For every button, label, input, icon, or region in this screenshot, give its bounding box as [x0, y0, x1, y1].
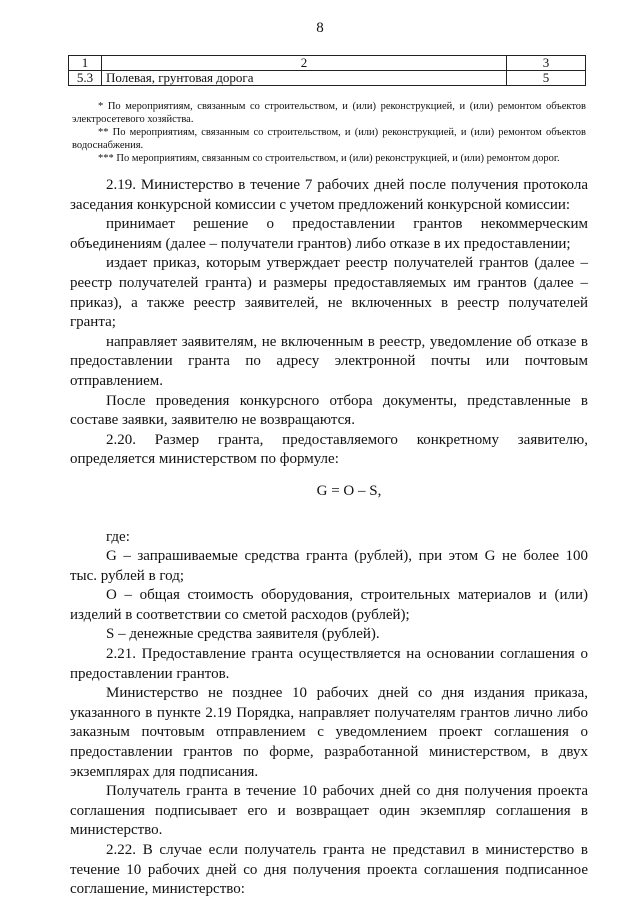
document-body: [70, 176, 588, 900]
paragraph: где:: [106, 528, 130, 545]
table-header-cell: 3: [507, 56, 586, 71]
footnote: *** По мероприятиям, связанным со строительством, и (или) реконструкцией, и (или) ремонтом дорог.: [98, 153, 560, 164]
paragraph: принимает решение о предоставлении грантов некоммерческим объединениям (далее – получатели грантов) либо отказе в их предоставлении;: [70, 216, 588, 252]
paragraph: 2.20. Размер гранта, предоставляемого конкретному заявителю, определяется министерством по формуле:: [70, 431, 588, 468]
table-header-cell: 2: [102, 56, 507, 71]
table-cell-name: Полевая, грунтовая дорога: [102, 71, 507, 86]
definition-s: S – денежные средства заявителя (рублей).: [106, 626, 380, 643]
criteria-table: [68, 55, 586, 86]
footnote: ** По мероприятиям, связанным со строительством, и (или) реконструкцией, и (или) ремонтом объектов водоснабжения.: [72, 127, 586, 151]
footnote: * По мероприятиям, связанным со строительством, и (или) реконструкцией, и (или) ремонтом объектов электросетевого хозяйства.: [72, 101, 586, 125]
table-cell-score: 5: [507, 71, 586, 86]
paragraph: 2.21. Предоставление гранта осуществляется на основании соглашения о предоставлении грантов.: [70, 646, 588, 682]
definition-g: G – запрашиваемые средства гранта (рублей), при этом G не более 100 тыс. рублей в год;: [70, 548, 588, 584]
paragraph: издает приказ, которым утверждает реестр получателей грантов (далее – реестр получателей гранта) и размеры предоставляемых им грантов (далее – приказ), а также реестр заявителей, не включенных в реестр получателей гранта;: [70, 255, 588, 331]
paragraph: 2.19. Министерство в течение 7 рабочих дней после получения протокола заседания конкурсной комиссии с учетом предложений конкурсной комиссии:: [70, 177, 588, 213]
table-cell-number: 5.3: [69, 71, 102, 86]
definition-o: O – общая стоимость оборудования, строительных материалов и (или) изделий в соответствии со сметой расходов (рублей);: [70, 587, 588, 623]
page-number: 8: [316, 20, 324, 36]
formula: G = O – S,: [316, 482, 382, 499]
paragraph: Министерство не позднее 10 рабочих дней со дня издания приказа, указанного в пункте 2.19 Порядка, направляет получателям грантов лично либо заказным почтовым отправлением с уведомлением проект соглашения о предоставлении грантов по форме, разработанной министерством, в двух экземплярах для подписания.: [70, 685, 588, 780]
paragraph: 2.22. В случае если получатель гранта не представил в министерство в течение 10 рабочих дней со дня получения проекта соглашения подписанное соглашение, министерство:: [70, 842, 588, 898]
table-header-row: [69, 56, 586, 71]
table-header-cell: 1: [69, 56, 102, 71]
table-row: [69, 71, 586, 86]
paragraph: направляет заявителям, не включенным в реестр, уведомление об отказе в предоставлении гранта по адресу электронной почты или почтовым отправлением.: [70, 333, 588, 389]
paragraph: Получатель гранта в течение 10 рабочих дней со дня получения проекта соглашения подписывает его и возвращает один экземпляр соглашения в министерство.: [70, 783, 588, 839]
footnotes: [72, 101, 586, 167]
paragraph: После проведения конкурсного отбора документы, представленные в составе заявки, заявителю не возвращаются.: [70, 392, 588, 429]
